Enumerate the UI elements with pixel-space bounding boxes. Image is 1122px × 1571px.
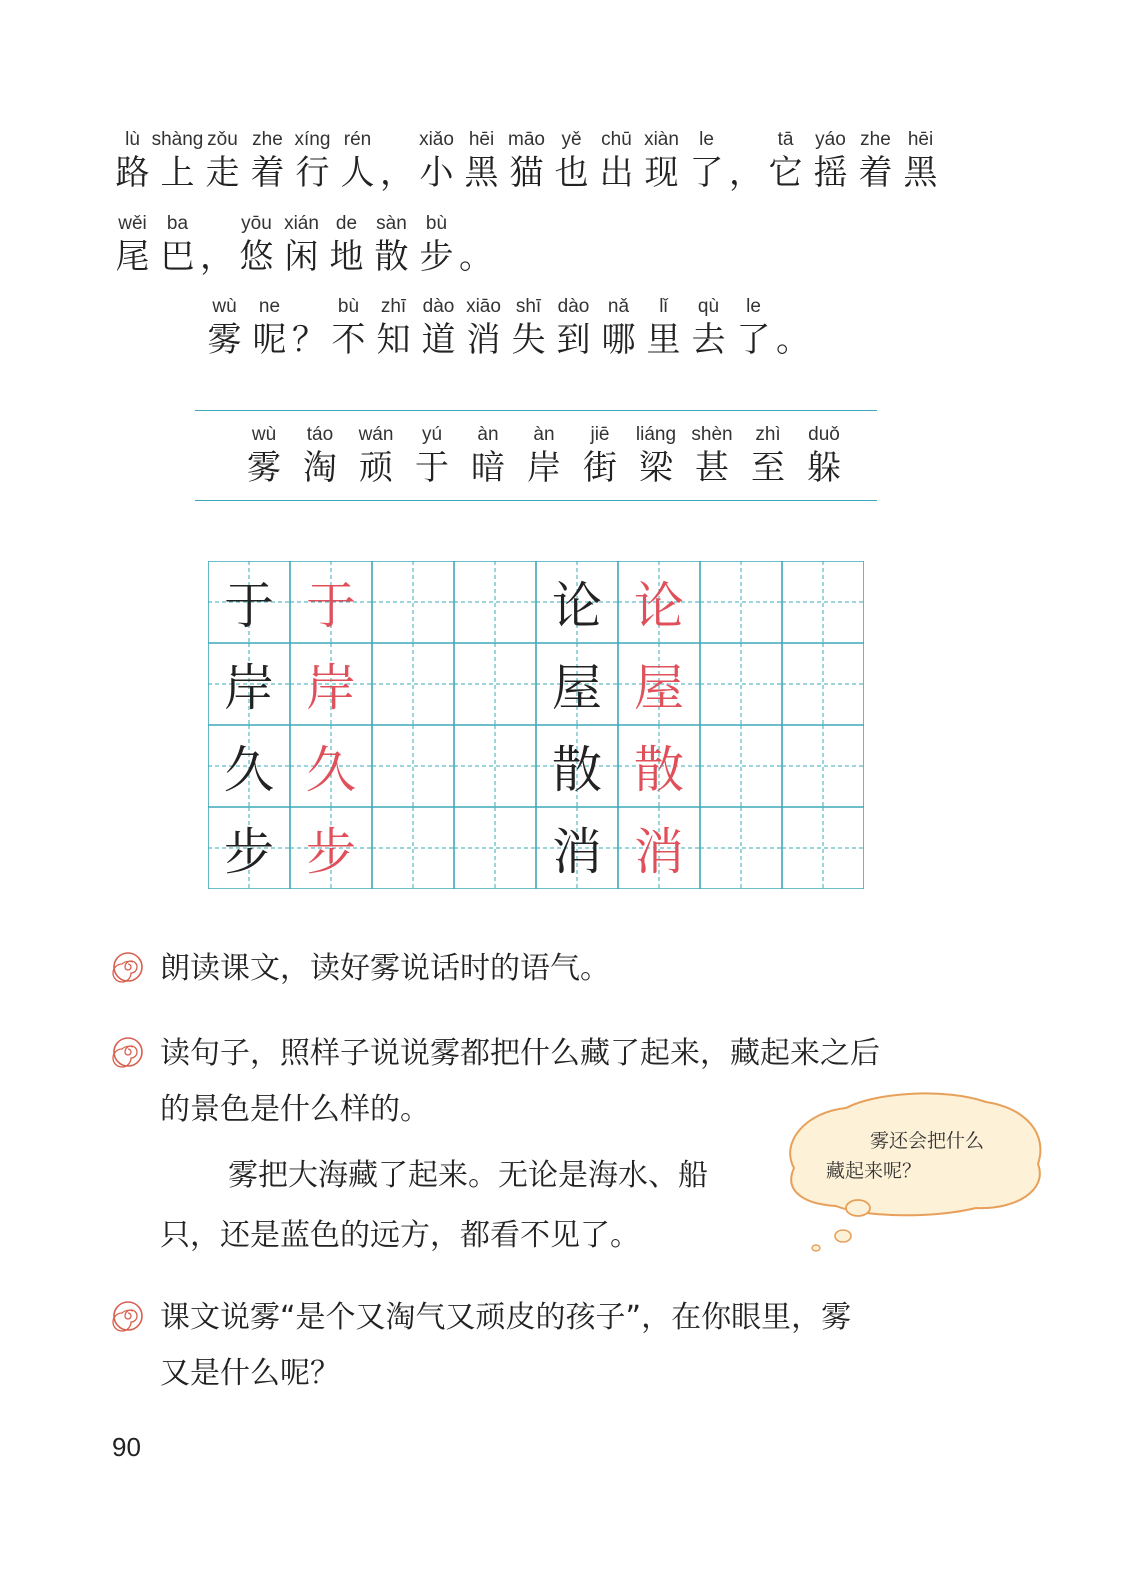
grid-char-tracing: 消 xyxy=(634,823,684,881)
hanzi: 悠 xyxy=(239,237,274,277)
ruby-char xyxy=(596,295,641,361)
hanzi: 它 xyxy=(768,153,803,193)
pinyin: xián xyxy=(284,213,319,234)
pinyin: wù xyxy=(212,296,237,317)
ruby-char xyxy=(628,423,684,489)
pinyin: àn xyxy=(477,424,499,445)
hanzi: 了 xyxy=(736,320,771,360)
hanzi: 巴 xyxy=(160,237,195,277)
writing-grid xyxy=(208,561,864,891)
question-3-line-1: 课文说雾“是个又淘气又顽皮的孩子”，在你眼里，雾 xyxy=(160,1300,852,1335)
grid-char-tracing: 岸 xyxy=(306,659,356,717)
hanzi: 顽 xyxy=(359,448,393,488)
ruby-char xyxy=(110,212,155,278)
question-2-line-2: 的景色是什么样的。 xyxy=(160,1092,430,1127)
pinyin: dào xyxy=(422,296,455,317)
pinyin: xiāo xyxy=(466,296,501,317)
page-number: 90 xyxy=(112,1432,141,1462)
pinyin: xíng xyxy=(294,129,331,150)
grid-char-tracing: 散 xyxy=(634,741,684,799)
ruby-char xyxy=(335,128,380,194)
hanzi: 闲 xyxy=(284,237,319,277)
ruby-char xyxy=(236,423,292,489)
spiral-bullet-icon xyxy=(112,1036,144,1068)
pinyin: jiē xyxy=(590,424,610,445)
pinyin: xiǎo xyxy=(419,129,454,150)
pinyin: yáo xyxy=(815,129,846,150)
grid-char-tracing: 久 xyxy=(306,741,356,799)
hanzi: 。 xyxy=(459,237,493,277)
ruby-char xyxy=(414,212,459,278)
pinyin: zhì xyxy=(755,424,781,445)
pinyin: le xyxy=(699,129,714,150)
question-2-line-1: 读句子，照样子说说雾都把什么藏了起来，藏起来之后 xyxy=(160,1036,880,1071)
hanzi: 摇 xyxy=(813,153,848,193)
ruby-char xyxy=(459,212,493,278)
pinyin: táo xyxy=(306,424,334,445)
example-sentence-line-1: 雾把大海藏了起来。无论是海水、船 xyxy=(228,1158,708,1193)
bubble-line-2: 藏起来呢？ xyxy=(826,1160,922,1182)
hanzi: ， xyxy=(380,153,414,193)
ruby-char xyxy=(684,423,740,489)
hanzi: ， xyxy=(729,153,763,193)
pinyin: shèn xyxy=(691,424,733,445)
ruby-char xyxy=(740,423,796,489)
example-sentence-line-2: 只，还是蓝色的远方，都看不见了。 xyxy=(160,1218,640,1253)
hanzi: 雾 xyxy=(247,448,281,488)
ruby-char xyxy=(729,128,763,194)
pinyin: bù xyxy=(425,213,448,234)
pinyin: yú xyxy=(421,424,443,445)
grid-char-tracing: 屋 xyxy=(634,659,684,717)
ruby-char xyxy=(414,128,459,194)
grid-char-model: 久 xyxy=(224,741,274,799)
ruby-char xyxy=(639,128,684,194)
ruby-char xyxy=(763,128,808,194)
grid-char-model: 岸 xyxy=(224,659,274,717)
pinyin: lǐ xyxy=(659,296,668,317)
ruby-char xyxy=(459,128,504,194)
ruby-char xyxy=(200,128,245,194)
hanzi: 失 xyxy=(511,320,546,360)
pinyin: bù xyxy=(337,296,360,317)
question-3-line-2: 又是什么呢？ xyxy=(160,1356,340,1391)
hanzi: ， xyxy=(200,237,234,277)
hanzi: 上 xyxy=(160,153,195,193)
hanzi: 消 xyxy=(466,320,501,360)
hanzi: 知 xyxy=(376,320,411,360)
pinyin: zhe xyxy=(860,129,891,150)
grid-char-tracing: 论 xyxy=(634,577,684,635)
pinyin: sàn xyxy=(376,213,407,234)
grid-char-model: 步 xyxy=(224,823,274,881)
pinyin: shī xyxy=(515,296,542,317)
grid-char-tracing: 于 xyxy=(306,577,356,635)
hanzi: 暗 xyxy=(471,448,505,488)
hanzi: 着 xyxy=(250,153,285,193)
hanzi: 猫 xyxy=(509,153,544,193)
question-1-text: 朗读课文，读好雾说话时的语气。 xyxy=(160,951,610,986)
hanzi: 人 xyxy=(340,153,375,193)
hanzi: 散 xyxy=(374,237,409,277)
question-1 xyxy=(112,941,610,997)
pinyin: tā xyxy=(777,129,794,150)
ruby-char xyxy=(290,128,335,194)
pinyin: zǒu xyxy=(207,129,238,150)
ruby-char xyxy=(460,423,516,489)
ruby-char xyxy=(549,128,594,194)
bubble-line-1: 雾还会把什么 xyxy=(870,1130,985,1152)
hanzi: 黑 xyxy=(464,153,499,193)
ruby-char xyxy=(641,295,686,361)
hanzi: 黑 xyxy=(903,153,938,193)
grid-char-model: 论 xyxy=(552,577,602,635)
ruby-char xyxy=(292,295,326,361)
passage-line-2 xyxy=(110,212,493,278)
ruby-char xyxy=(516,423,572,489)
ruby-char xyxy=(279,212,324,278)
passage-line-3 xyxy=(202,295,810,361)
pinyin: rén xyxy=(343,129,372,150)
pinyin: dào xyxy=(557,296,590,317)
ruby-char xyxy=(292,423,348,489)
hanzi: 地 xyxy=(329,237,364,277)
pinyin: yě xyxy=(561,129,582,150)
hanzi: 到 xyxy=(556,320,591,360)
ruby-char xyxy=(245,128,290,194)
ruby-char xyxy=(155,212,200,278)
spiral-bullet-icon xyxy=(112,1300,144,1332)
pinyin: yōu xyxy=(241,213,272,234)
pinyin: duǒ xyxy=(808,424,840,445)
ruby-char xyxy=(151,128,204,194)
hanzi: 步 xyxy=(419,237,454,277)
grid-char-model: 散 xyxy=(552,741,602,799)
hanzi: 于 xyxy=(415,448,449,488)
hanzi: 淘 xyxy=(303,448,337,488)
ruby-char xyxy=(684,128,729,194)
ruby-char xyxy=(776,295,810,361)
passage-line-1 xyxy=(110,128,943,194)
ruby-char xyxy=(898,128,943,194)
ruby-char xyxy=(200,212,234,278)
pinyin: qù xyxy=(697,296,720,317)
hanzi: 不 xyxy=(331,320,366,360)
pinyin: shàng xyxy=(151,129,204,150)
pinyin: nǎ xyxy=(607,296,630,317)
pinyin: wěi xyxy=(118,213,147,234)
hanzi: 躲 xyxy=(807,448,841,488)
hanzi: 呢 xyxy=(252,320,287,360)
hanzi: 尾 xyxy=(115,237,150,277)
ruby-char xyxy=(504,128,549,194)
grid-char-tracing: 步 xyxy=(306,823,356,881)
pinyin: māo xyxy=(508,129,545,150)
pinyin: lù xyxy=(125,129,140,150)
pinyin: liáng xyxy=(635,424,677,445)
hanzi: 走 xyxy=(205,153,240,193)
pinyin: chū xyxy=(601,129,632,150)
ruby-char xyxy=(551,295,596,361)
ruby-char xyxy=(796,423,852,489)
hanzi: 甚 xyxy=(695,448,729,488)
pinyin: wù xyxy=(251,424,277,445)
ruby-char xyxy=(324,212,369,278)
pinyin: xiàn xyxy=(644,129,679,150)
hanzi: ？ xyxy=(292,320,326,360)
ruby-char xyxy=(808,128,853,194)
hanzi: 至 xyxy=(751,448,785,488)
ruby-char xyxy=(234,212,279,278)
hanzi: 现 xyxy=(644,153,679,193)
hanzi: 着 xyxy=(858,153,893,193)
pinyin: hēi xyxy=(468,129,495,150)
ruby-char xyxy=(853,128,898,194)
question-3 xyxy=(112,1290,851,1402)
ruby-char xyxy=(371,295,416,361)
hanzi: 小 xyxy=(419,153,454,193)
pinyin: zhe xyxy=(252,129,283,150)
ruby-char xyxy=(380,128,414,194)
hanzi: 了 xyxy=(689,153,724,193)
ruby-char xyxy=(404,423,460,489)
vocab-row xyxy=(236,423,852,489)
ruby-char xyxy=(110,128,155,194)
hanzi: 雾 xyxy=(207,320,242,360)
vocab-top-rule xyxy=(195,410,877,411)
hanzi: 哪 xyxy=(601,320,636,360)
hanzi: 去 xyxy=(691,320,726,360)
spiral-bullet-icon xyxy=(112,951,144,983)
grid-char-model: 消 xyxy=(552,823,602,881)
pinyin: le xyxy=(746,296,761,317)
hanzi: 岸 xyxy=(527,448,561,488)
ruby-char xyxy=(461,295,506,361)
question-2 xyxy=(112,1026,880,1138)
hanzi: 出 xyxy=(599,153,634,193)
grid-char-model: 于 xyxy=(224,577,274,635)
hanzi: 道 xyxy=(421,320,456,360)
ruby-char xyxy=(247,295,292,361)
grid-char-model: 屋 xyxy=(552,659,602,717)
hanzi: 路 xyxy=(115,153,150,193)
pinyin: wán xyxy=(358,424,394,445)
ruby-char xyxy=(348,423,404,489)
ruby-char xyxy=(202,295,247,361)
hanzi: 行 xyxy=(295,153,330,193)
hanzi: 。 xyxy=(776,320,810,360)
pinyin: ne xyxy=(258,296,281,317)
hanzi: 里 xyxy=(646,320,681,360)
ruby-char xyxy=(416,295,461,361)
vocab-bottom-rule xyxy=(195,500,877,501)
pinyin: hēi xyxy=(907,129,934,150)
ruby-char xyxy=(594,128,639,194)
pinyin: àn xyxy=(533,424,555,445)
hanzi: 梁 xyxy=(639,448,673,488)
ruby-char xyxy=(731,295,776,361)
ruby-char xyxy=(369,212,414,278)
ruby-char xyxy=(326,295,371,361)
pinyin: zhī xyxy=(380,296,407,317)
ruby-char xyxy=(572,423,628,489)
pinyin: ba xyxy=(166,213,189,234)
ruby-char xyxy=(686,295,731,361)
ruby-char xyxy=(506,295,551,361)
pinyin: de xyxy=(335,213,358,234)
hanzi: 街 xyxy=(583,448,617,488)
hanzi: 也 xyxy=(554,153,589,193)
